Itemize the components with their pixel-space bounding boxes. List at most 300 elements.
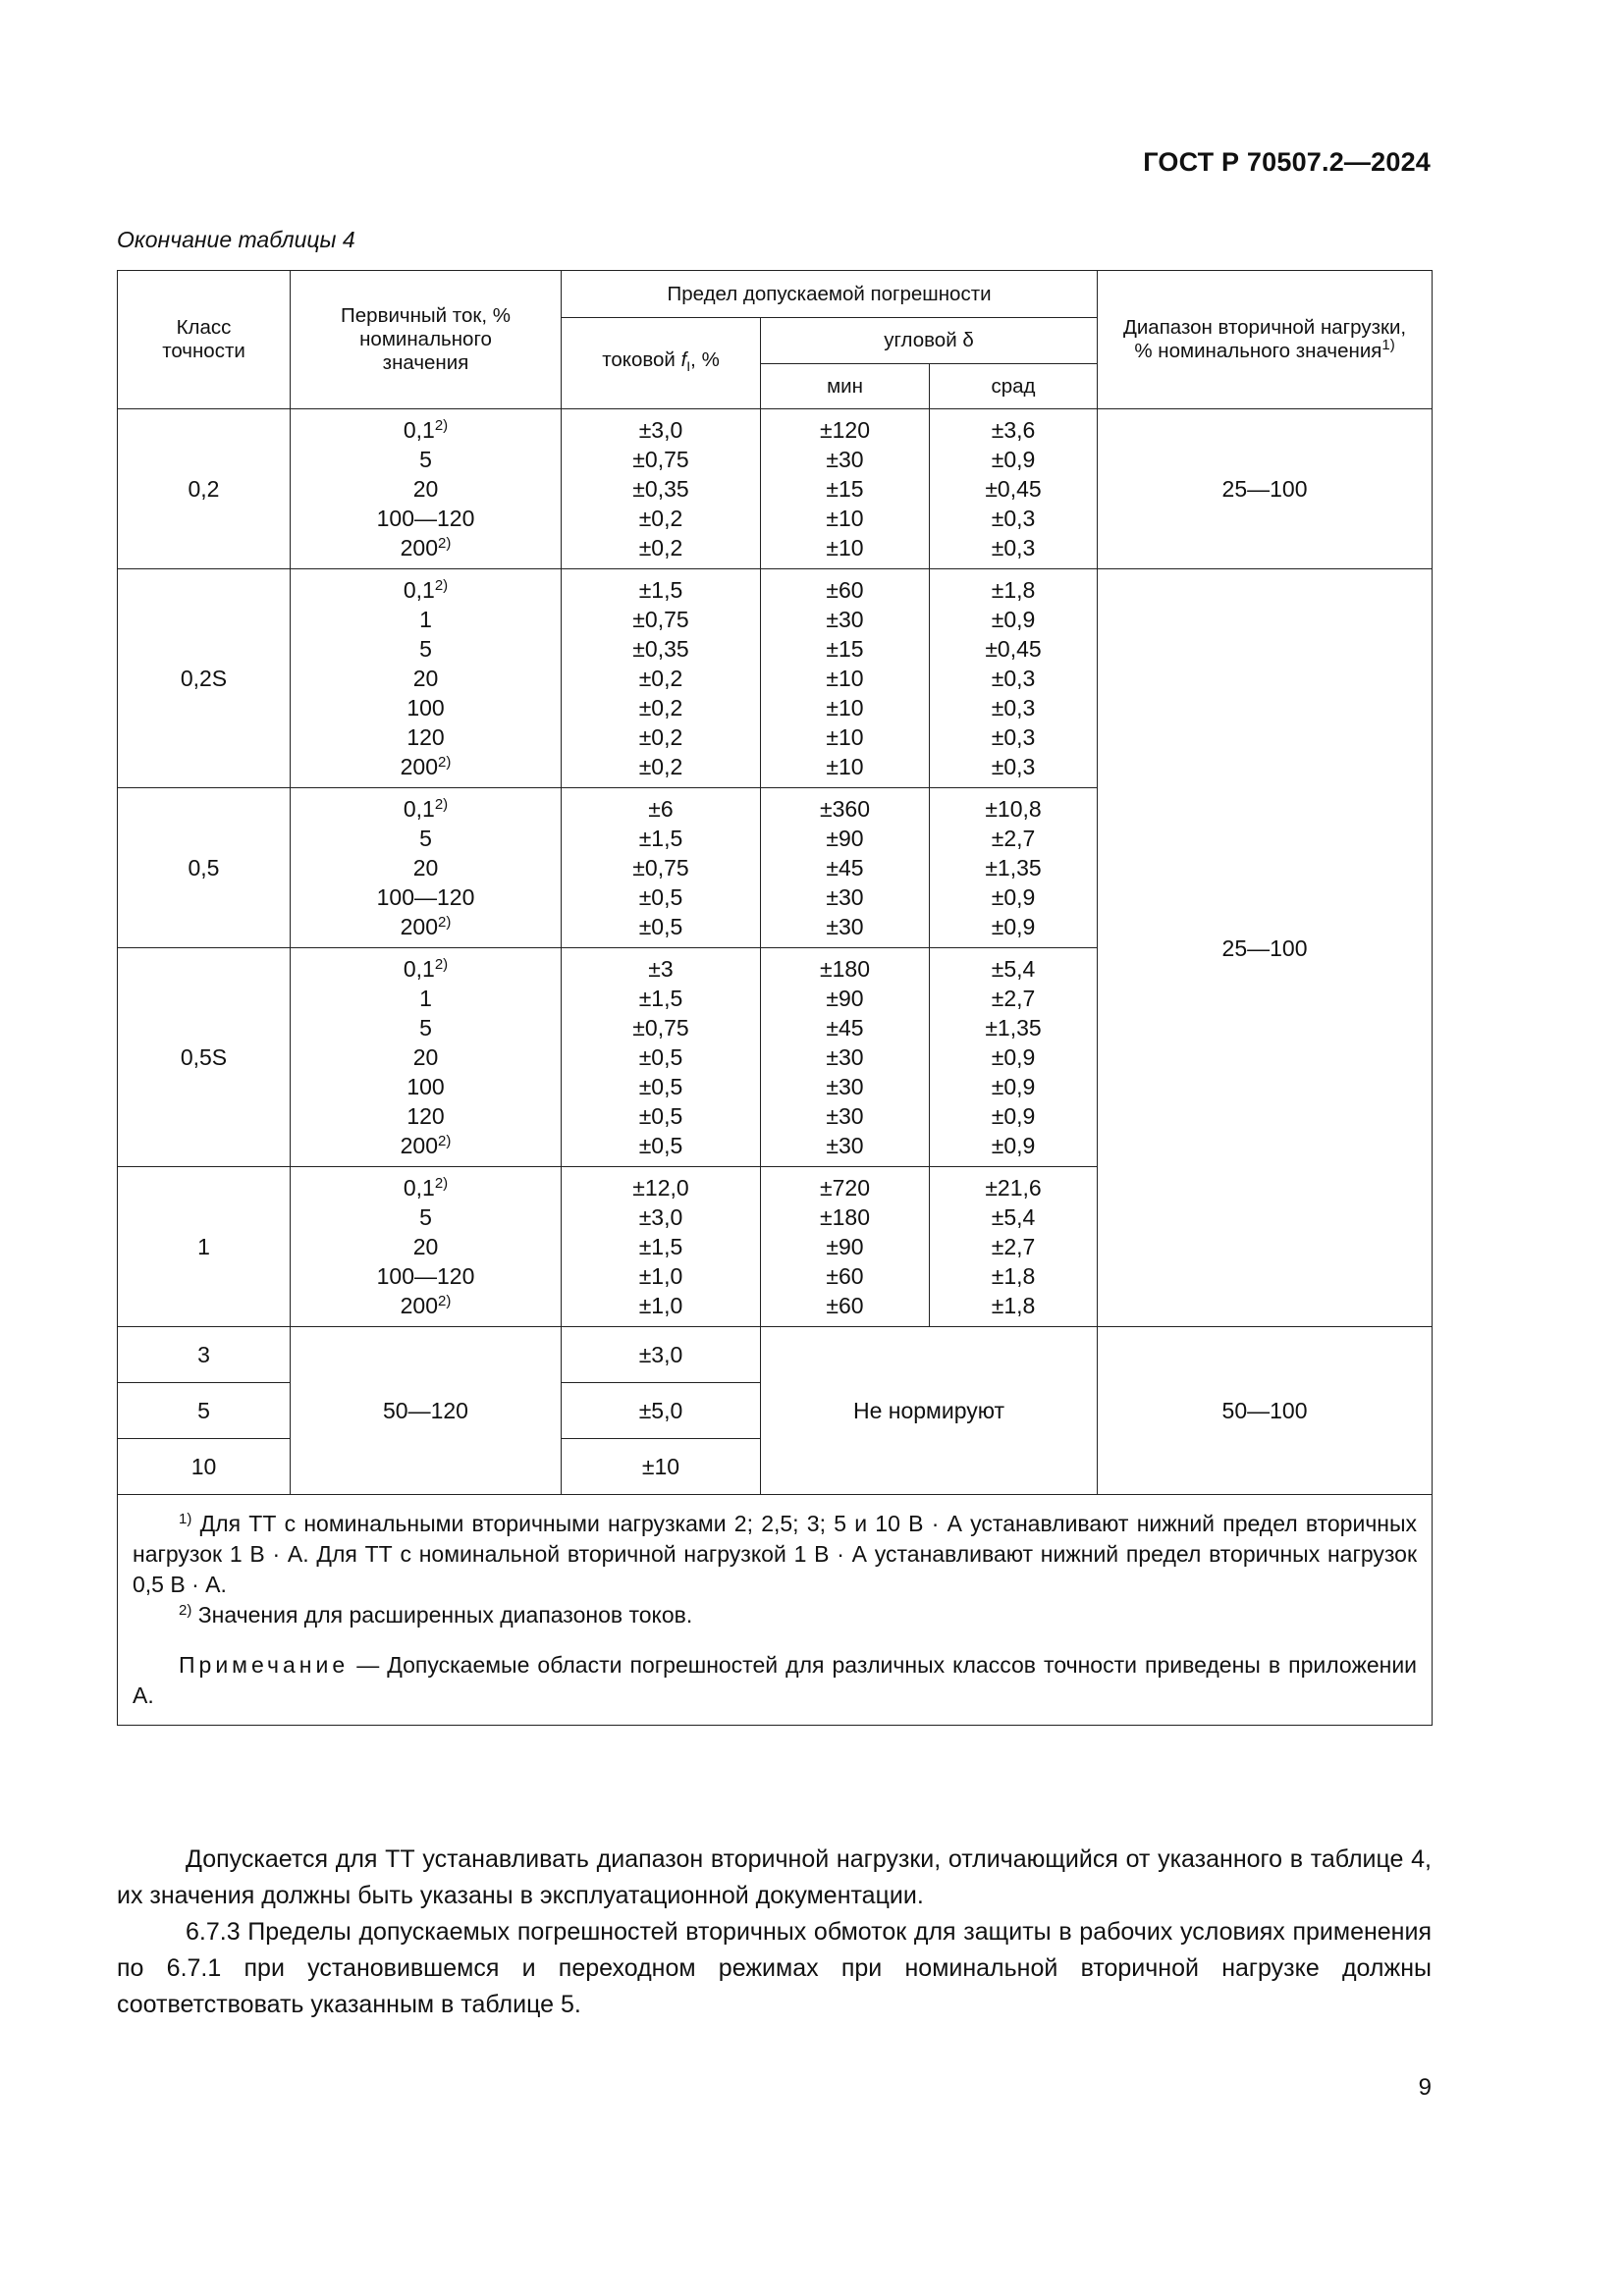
angular-min-cell [761,948,930,1167]
cell-line [761,415,929,445]
cell-line [930,664,1097,693]
cell-value: ±0,75 [632,1015,689,1041]
cell-line [562,824,760,853]
cell-line [291,575,561,605]
current-error-cell [562,409,761,569]
cell-value: ±30 [826,884,864,910]
current-error-cell [562,1167,761,1327]
note-label: Примечание [179,1652,350,1678]
cell-value: ±3,0 [638,417,683,443]
body-text [117,1842,1432,2023]
primary-current-cell [291,788,562,948]
footnote-ref-2: 2) [434,956,449,973]
cell-value: ±0,75 [632,607,689,632]
header-current-prefix: токовой [602,347,681,371]
cell-value: ±1,5 [638,1234,683,1259]
table-note [133,1650,1417,1711]
cell-line [562,722,760,752]
header-current-suffix: , % [690,347,720,371]
cell-line [930,984,1097,1013]
cell-value: ±0,9 [991,1074,1036,1099]
cell-line [562,1042,760,1072]
cell-line [562,984,760,1013]
cell-value: ±1,5 [638,986,683,1011]
cell-value: ±6 [648,796,674,822]
cell-value: 0,1 [403,956,435,982]
cell-value: ±90 [826,986,864,1011]
cell-value: ±0,2 [638,724,683,750]
cell-line [291,1101,561,1131]
cell-value: ±1,0 [638,1263,683,1289]
cell-line [930,634,1097,664]
cell-value: 5 [419,1015,432,1041]
cell-value: ±0,5 [638,1133,683,1158]
cell-line [562,533,760,562]
cell-value: 100—120 [376,506,475,531]
angular-srad-cell [930,569,1098,788]
cell-line [562,794,760,824]
cell-value: ±15 [826,636,864,662]
cell-value: ±0,2 [638,754,683,779]
cell-line [761,853,929,882]
cell-value: 20 [412,1234,439,1259]
table-caption: Окончание таблицы 4 [117,227,355,252]
load-range-cell: 25—100 [1098,569,1433,1327]
load-range-cell: 50—100 [1098,1327,1433,1495]
cell-value: ±60 [826,1263,864,1289]
class-cell: 10 [118,1439,291,1495]
cell-value: 100 [406,695,445,721]
cell-value: 0,1 [403,577,435,603]
cell-value: ±5,4 [991,1204,1036,1230]
cell-line [930,504,1097,533]
header-secondary-load [1098,271,1433,409]
cell-line [562,474,760,504]
cell-value: ±3,0 [638,1204,683,1230]
primary-current-cell [291,569,562,788]
footnote-2-mark: 2) [179,1602,192,1619]
cell-line [761,634,929,664]
cell-value: ±0,9 [991,884,1036,910]
cell-value: ±60 [826,577,864,603]
cell-value: 0,1 [403,1175,435,1201]
cell-value: 5 [419,636,432,662]
cell-value: ±30 [826,607,864,632]
cell-line [761,1101,929,1131]
cell-value: ±30 [826,1074,864,1099]
cell-line [761,1013,929,1042]
cell-line [291,1173,561,1202]
cell-value: ±0,5 [638,884,683,910]
cell-value: ±10 [826,666,864,691]
cell-value: ±0,3 [991,724,1036,750]
class-cell: 1 [118,1167,291,1327]
cell-value: 120 [406,1103,445,1129]
cell-value: ±0,5 [638,1074,683,1099]
cell-value: ±0,75 [632,855,689,881]
cell-value: 100—120 [376,884,475,910]
cell-line [562,1261,760,1291]
cell-value: ±0,3 [991,535,1036,561]
footnote-2-text: Значения для расширенных диапазонов токов. [197,1602,693,1628]
primary-current-cell [291,1167,562,1327]
footnote-ref-2: 2) [438,914,452,931]
angular-srad-cell [930,948,1098,1167]
cell-value: ±0,35 [632,636,689,662]
footnote-1-mark: 1) [179,1511,192,1527]
cell-line [562,1101,760,1131]
cell-line [930,1072,1097,1101]
cell-line [562,1013,760,1042]
current-error-cell [562,569,761,788]
cell-line [291,1131,561,1160]
footnote-ref-2: 2) [434,417,449,434]
cell-value: ±0,2 [638,506,683,531]
footnote-ref-2: 2) [434,577,449,594]
cell-line [930,752,1097,781]
cell-value: ±30 [826,1103,864,1129]
cell-value: ±21,6 [985,1175,1042,1201]
cell-value: 200 [400,1293,439,1318]
cell-line [562,445,760,474]
cell-line [930,693,1097,722]
cell-line [930,415,1097,445]
cell-line [761,954,929,984]
footnotes-cell [118,1495,1433,1726]
cell-line [291,722,561,752]
header-angular: угловой δ [761,318,1098,364]
footnote-ref-2: 2) [438,535,452,552]
footnote-ref-2: 2) [438,1293,452,1309]
class-cell: 0,5 [118,788,291,948]
cell-line [291,504,561,533]
angular-not-normalized-cell: Не нормируют [761,1327,1098,1495]
cell-line [562,752,760,781]
cell-value: ±10,8 [985,796,1042,822]
cell-line [562,504,760,533]
footnote-ref-2: 2) [434,1175,449,1192]
cell-line [562,853,760,882]
cell-value: ±0,5 [638,1103,683,1129]
cell-value: ±0,9 [991,447,1036,472]
cell-value: ±360 [820,796,870,822]
cell-value: ±30 [826,1044,864,1070]
cell-line [761,1042,929,1072]
cell-line [930,912,1097,941]
cell-line [761,664,929,693]
cell-line [562,415,760,445]
cell-line [291,474,561,504]
cell-value: ±120 [820,417,870,443]
cell-line [761,1072,929,1101]
cell-line [291,693,561,722]
cell-line [930,794,1097,824]
cell-value: ±0,75 [632,447,689,472]
cell-line [761,794,929,824]
cell-line [291,984,561,1013]
cell-value: ±0,45 [985,476,1042,502]
cell-value: ±1,8 [991,1263,1036,1289]
cell-line [291,634,561,664]
cell-value: ±15 [826,476,864,502]
header-error-limit: Предел допускаемой погрешности [562,271,1098,318]
cell-line [291,882,561,912]
cell-value: ±90 [826,1234,864,1259]
cell-line [291,853,561,882]
cell-line [562,882,760,912]
table-container [117,270,1432,1726]
angular-srad-cell [930,1167,1098,1327]
angular-min-cell [761,409,930,569]
cell-value: ±10 [826,695,864,721]
cell-value: ±12,0 [632,1175,689,1201]
table-row [118,569,1433,788]
cell-value: 20 [412,666,439,691]
cell-value: ±60 [826,1293,864,1318]
cell-line [562,634,760,664]
cell-line [562,693,760,722]
cell-line [761,984,929,1013]
cell-value: ±0,35 [632,476,689,502]
cell-value: ±0,5 [638,914,683,939]
class-cell: 5 [118,1383,291,1439]
cell-value: 20 [412,855,439,881]
cell-value: ±30 [826,1133,864,1158]
cell-line [930,474,1097,504]
cell-line [562,575,760,605]
cell-value: 5 [419,1204,432,1230]
cell-value: ±1,35 [985,855,1042,881]
angular-min-cell [761,788,930,948]
primary-current-cell [291,409,562,569]
footnote-ref-1: 1) [1381,337,1395,353]
cell-value: ±180 [820,1204,870,1230]
cell-line [930,954,1097,984]
cell-value: 20 [412,1044,439,1070]
cell-line [761,504,929,533]
cell-value: ±0,2 [638,535,683,561]
cell-line [291,794,561,824]
header-current-sub: I [686,358,691,375]
cell-line [761,575,929,605]
current-error-cell: ±5,0 [562,1383,761,1439]
header-secondary-load-text: Диапазон вторичной нагрузки, % номинального значения [1122,316,1407,362]
cell-value: ±10 [826,754,864,779]
cell-value: 100 [406,1074,445,1099]
cell-value: ±720 [820,1175,870,1201]
cell-value: ±0,9 [991,1044,1036,1070]
cell-line [291,605,561,634]
header-primary-current: Первичный ток, % номинального значения [291,271,562,409]
cell-value: 1 [419,607,432,632]
cell-value: ±5,4 [991,956,1036,982]
cell-value: ±2,7 [991,1234,1036,1259]
cell-line [291,954,561,984]
cell-line [291,533,561,562]
angular-srad-cell [930,409,1098,569]
cell-value: ±0,2 [638,695,683,721]
footnote-2 [133,1600,1417,1630]
cell-value: ±0,2 [638,666,683,691]
cell-line [562,664,760,693]
cell-value: ±180 [820,956,870,982]
footnote-1-text: Для ТТ с номинальными вторичными нагрузками 2; 2,5; 3; 5 и 10 В · А устанавливают нижний предел вторичных нагрузок 1 В · А. Для ТТ с номинальной вторичной нагрузкой 1 В · А устанавливают нижний предел вторичных нагрузок 0,5 В · А. [133,1511,1418,1597]
cell-line [761,1232,929,1261]
table-row [118,409,1433,569]
cell-value: 200 [400,535,439,561]
cell-line [761,1261,929,1291]
cell-line [761,1173,929,1202]
cell-line [562,912,760,941]
cell-line [761,1202,929,1232]
cell-line [930,1131,1097,1160]
cell-line [930,1042,1097,1072]
cell-line [291,1291,561,1320]
cell-line [761,605,929,634]
cell-line [761,824,929,853]
cell-value: 20 [412,476,439,502]
cell-value: 200 [400,914,439,939]
cell-value: ±2,7 [991,826,1036,851]
angular-min-cell [761,569,930,788]
cell-line [562,1291,760,1320]
cell-line [291,415,561,445]
cell-value: ±0,3 [991,695,1036,721]
cell-value: ±10 [826,535,864,561]
cell-value: 5 [419,826,432,851]
cell-line [562,1131,760,1160]
footnote-ref-2: 2) [438,1133,452,1149]
cell-line [761,882,929,912]
cell-value: ±30 [826,447,864,472]
class-cell: 0,2S [118,569,291,788]
cell-line [930,882,1097,912]
header-class: Класс точности [118,271,291,409]
cell-line [930,533,1097,562]
footnote-1 [133,1509,1417,1600]
angular-srad-cell [930,788,1098,948]
footnote-ref-2: 2) [438,754,452,771]
cell-value: ±1,8 [991,577,1036,603]
class-cell: 0,5S [118,948,291,1167]
cell-value: ±45 [826,1015,864,1041]
cell-line [930,722,1097,752]
header-srad: срад [930,364,1098,409]
primary-current-cell [291,948,562,1167]
primary-current-cell: 50—120 [291,1327,562,1495]
cell-line [761,912,929,941]
cell-value: ±10 [826,506,864,531]
cell-line [761,533,929,562]
cell-value: ±1,5 [638,577,683,603]
cell-value: ±2,7 [991,986,1036,1011]
cell-value: ±0,9 [991,1133,1036,1158]
footnotes-row [118,1495,1433,1726]
header-min: мин [761,364,930,409]
header-current-error [562,318,761,409]
cell-value: ±0,3 [991,666,1036,691]
cell-line [562,1173,760,1202]
cell-line [930,1101,1097,1131]
note-text: — Допускаемые области погрешностей для различных классов точности приведены в приложении А. [133,1652,1418,1708]
cell-line [930,445,1097,474]
cell-value: 0,1 [403,796,435,822]
paragraph-1: Допускается для ТТ устанавливать диапазон вторичной нагрузки, отличающийся от указанного в таблице 4, их значения должны быть указаны в эксплуатационной документации. [117,1845,1432,1909]
current-error-cell: ±10 [562,1439,761,1495]
cell-line [930,853,1097,882]
cell-line [930,1232,1097,1261]
page-number: 9 [1418,2074,1432,2101]
cell-line [761,474,929,504]
current-error-cell [562,948,761,1167]
cell-line [291,912,561,941]
cell-line [291,1042,561,1072]
current-error-cell: ±3,0 [562,1327,761,1383]
cell-value: ±0,9 [991,1103,1036,1129]
table-row [118,1327,1433,1383]
cell-value: ±0,45 [985,636,1042,662]
cell-line [291,1232,561,1261]
load-range-cell: 25—100 [1098,409,1433,569]
cell-value: ±90 [826,826,864,851]
cell-value: 200 [400,1133,439,1158]
cell-line [291,1261,561,1291]
cell-value: 100—120 [376,1263,475,1289]
cell-line [930,605,1097,634]
cell-value: ±1,5 [638,826,683,851]
cell-line [761,1291,929,1320]
cell-value: ±1,35 [985,1015,1042,1041]
cell-value: ±0,5 [638,1044,683,1070]
cell-value: ±0,3 [991,754,1036,779]
cell-value: 5 [419,447,432,472]
cell-line [930,1013,1097,1042]
cell-line [562,605,760,634]
angular-min-cell [761,1167,930,1327]
cell-line [930,1261,1097,1291]
class-cell: 3 [118,1327,291,1383]
cell-value: ±3,6 [991,417,1036,443]
cell-value: ±0,9 [991,607,1036,632]
cell-line [930,1202,1097,1232]
cell-line [761,445,929,474]
cell-line [291,752,561,781]
cell-line [930,575,1097,605]
cell-line [930,1173,1097,1202]
cell-value: ±0,3 [991,506,1036,531]
cell-line [930,824,1097,853]
cell-line [291,1202,561,1232]
cell-line [930,1291,1097,1320]
cell-value: 200 [400,754,439,779]
header-current-symbol: f [680,347,687,371]
cell-value: 120 [406,724,445,750]
cell-line [761,752,929,781]
cell-value: ±1,8 [991,1293,1036,1318]
cell-value: ±1,0 [638,1293,683,1318]
cell-line [761,693,929,722]
cell-value: ±0,9 [991,914,1036,939]
cell-value: ±10 [826,724,864,750]
cell-line [291,824,561,853]
cell-line [761,1131,929,1160]
cell-value: ±3 [648,956,674,982]
cell-value: ±45 [826,855,864,881]
current-error-cell [562,788,761,948]
cell-line [291,445,561,474]
cell-line [761,722,929,752]
document-code: ГОСТ Р 70507.2—2024 [1143,147,1431,177]
